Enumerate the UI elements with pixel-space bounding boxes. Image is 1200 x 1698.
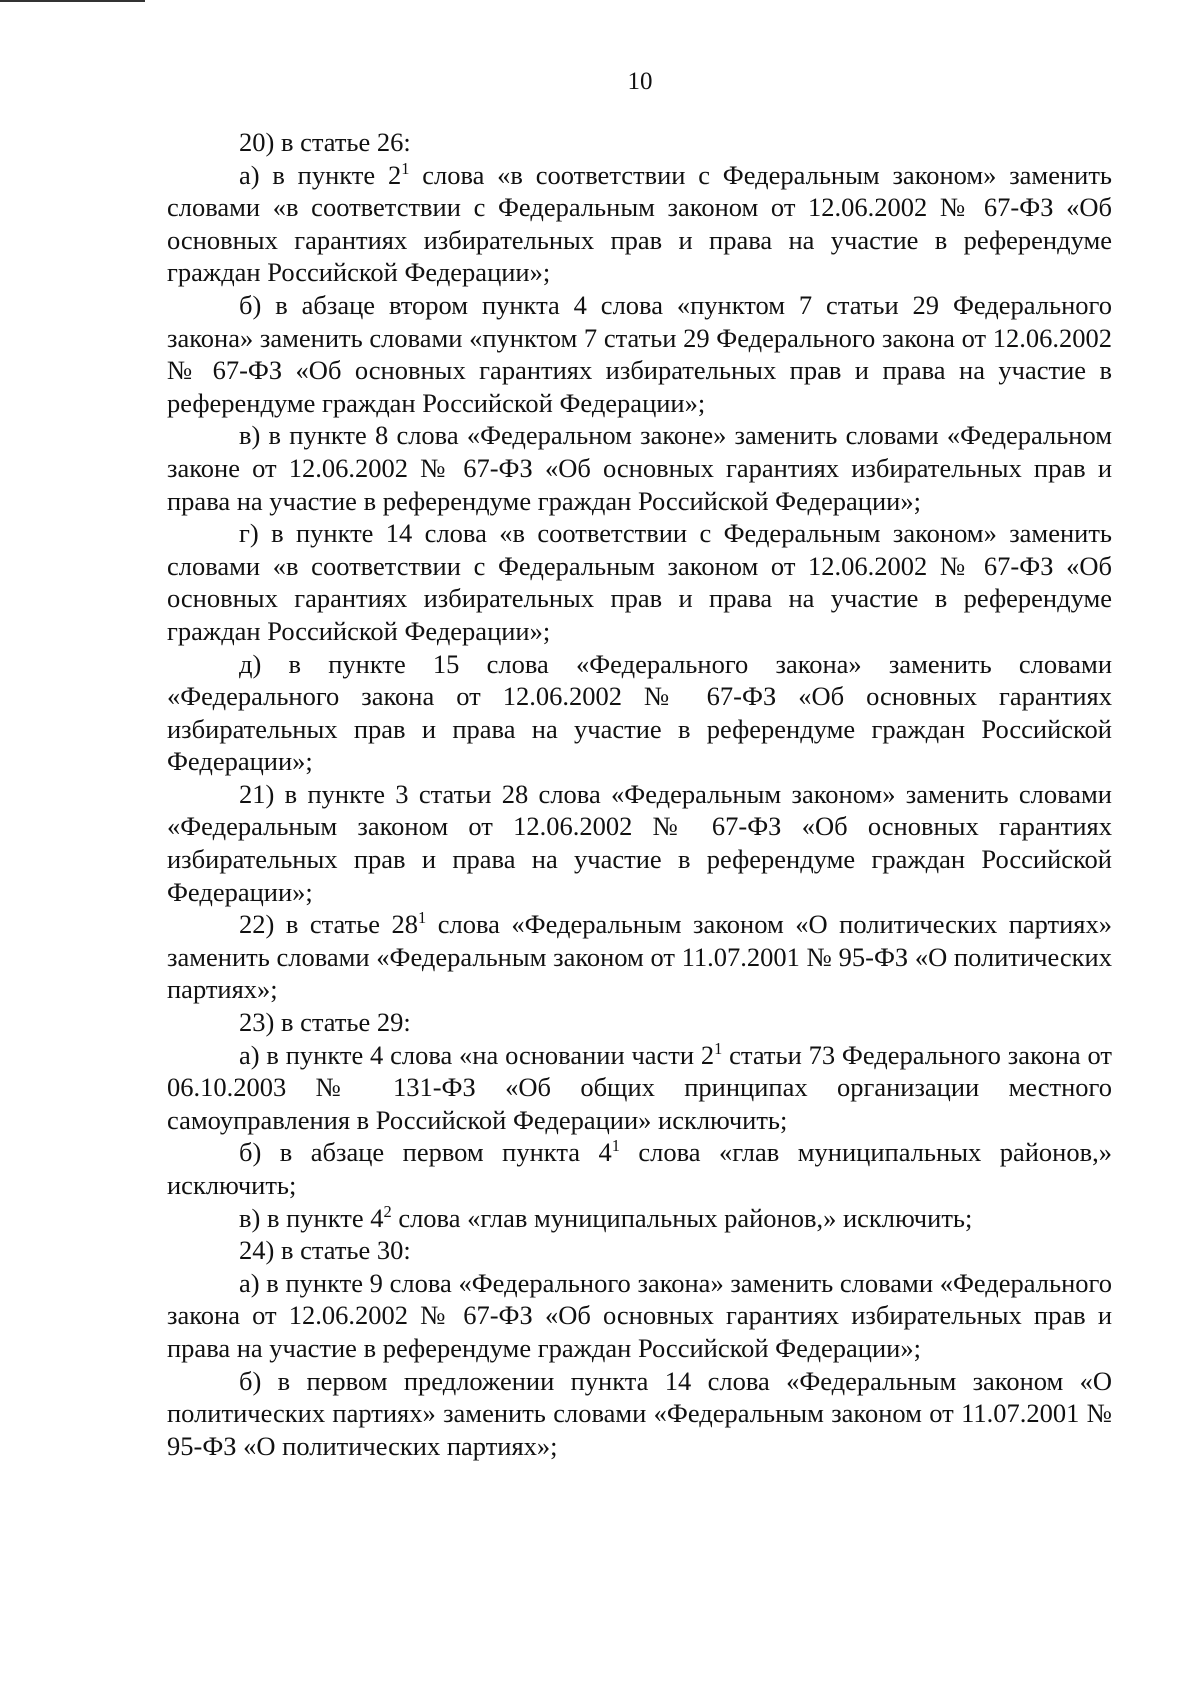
paragraph-text: д) в пункте 15 слова «Федерального закона» заменить словами «Федерального закона от 12.06.2002 № 67-ФЗ «Об основных гарантиях избирательных прав и права на участие в референдуме граждан Российской Федерации»;	[167, 648, 1112, 777]
paragraph	[167, 159, 1112, 289]
paragraph-text: 23) в статье 29:	[239, 1007, 411, 1038]
paragraph-text: слова «Федеральным законом «О политических партиях» заменить словами «Федеральным законом от 11.07.2001 № 95-ФЗ «О политических партиях»;	[167, 909, 1112, 1005]
paragraph-text: в) в пункте 4	[239, 1202, 384, 1233]
paragraph	[167, 419, 1112, 517]
paragraph	[167, 648, 1112, 778]
paragraph-text: слова «глав муниципальных районов,» исключить;	[391, 1202, 973, 1233]
superscript: 1	[611, 1136, 620, 1156]
superscript: 1	[401, 158, 410, 178]
paragraph	[167, 908, 1112, 1006]
paragraph-text: б) в абзаце втором пункта 4 слова «пунктом 7 статьи 29 Федерального закона» заменить словами «пунктом 7 статьи 29 Федерального закона от 12.06.2002 № 67-ФЗ «Об основных гарантиях избирательных прав и права на участие в референдуме граждан Российской Федерации»;	[167, 289, 1112, 418]
paragraph-text: слова «в соответствии с Федеральным законом» заменить словами «в соответствии с Федеральным законом от 12.06.2002 № 67-ФЗ «Об основных гарантиях избирательных прав и права на участие в референдуме граждан Российской Федерации»;	[167, 159, 1112, 288]
paragraph	[167, 289, 1112, 419]
paragraph-text: 21) в пункте 3 статьи 28 слова «Федеральным законом» заменить словами «Федеральным законом от 12.06.2002 № 67-ФЗ «Об основных гарантиях избирательных прав и права на участие в референдуме граждан Российской Федерации»;	[167, 778, 1112, 907]
superscript: 1	[418, 908, 427, 928]
paragraph	[167, 778, 1112, 908]
paragraph-text: а) в пункте 2	[239, 159, 402, 190]
paragraph	[167, 1267, 1112, 1365]
paragraph	[167, 1202, 1112, 1235]
paragraph-text: 22) в статье 28	[239, 909, 419, 940]
paragraph-text: слова «глав муниципальных районов,» исключить;	[167, 1137, 1112, 1200]
superscript: 1	[714, 1038, 723, 1058]
paragraph-text: б) в абзаце первом пункта 4	[239, 1137, 612, 1168]
paragraph	[167, 1039, 1112, 1137]
paragraph	[167, 126, 1112, 159]
paragraph-text: 24) в статье 30:	[239, 1235, 411, 1266]
paragraph-text: а) в пункте 9 слова «Федерального закона» заменить словами «Федерального закона от 12.06.2002 № 67-ФЗ «Об основных гарантиях избирательных прав и права на участие в референдуме граждан Российской Федерации»;	[167, 1267, 1112, 1363]
paragraph	[167, 1234, 1112, 1267]
paragraph-text: а) в пункте 4 слова «на основании части 2	[239, 1039, 715, 1070]
paragraph-text: в) в пункте 8 слова «Федеральном законе» заменить словами «Федеральном законе от 12.06.2002 № 67-ФЗ «Об основных гарантиях избирательных прав и права на участие в референдуме граждан Российской Федерации»;	[167, 420, 1112, 516]
paragraph-text: статьи 73 Федерального закона от 06.10.2003 № 131-ФЗ «Об общих принципах организации местного самоуправления в Российской Федерации» исключить;	[167, 1039, 1112, 1135]
document-body	[167, 126, 1112, 1462]
paragraph-text: 20) в статье 26:	[239, 127, 411, 157]
paragraph	[167, 517, 1112, 647]
paragraph	[167, 1136, 1112, 1201]
page-number: 10	[627, 68, 653, 95]
paragraph	[167, 1006, 1112, 1039]
superscript: 2	[383, 1201, 392, 1221]
paragraph-text: г) в пункте 14 слова «в соответствии с Федеральным законом» заменить словами «в соответствии с Федеральным законом от 12.06.2002 № 67-ФЗ «Об основных гарантиях избирательных прав и права на участие в референдуме граждан Российской Федерации»;	[167, 518, 1112, 646]
paragraph	[167, 1365, 1112, 1463]
scan-edge-line	[0, 0, 145, 2]
paragraph-text: б) в первом предложении пункта 14 слова «Федеральным законом «О политических партиях» заменить словами «Федеральным законом от 11.07.2001 № 95-ФЗ «О политических партиях»;	[167, 1365, 1112, 1461]
